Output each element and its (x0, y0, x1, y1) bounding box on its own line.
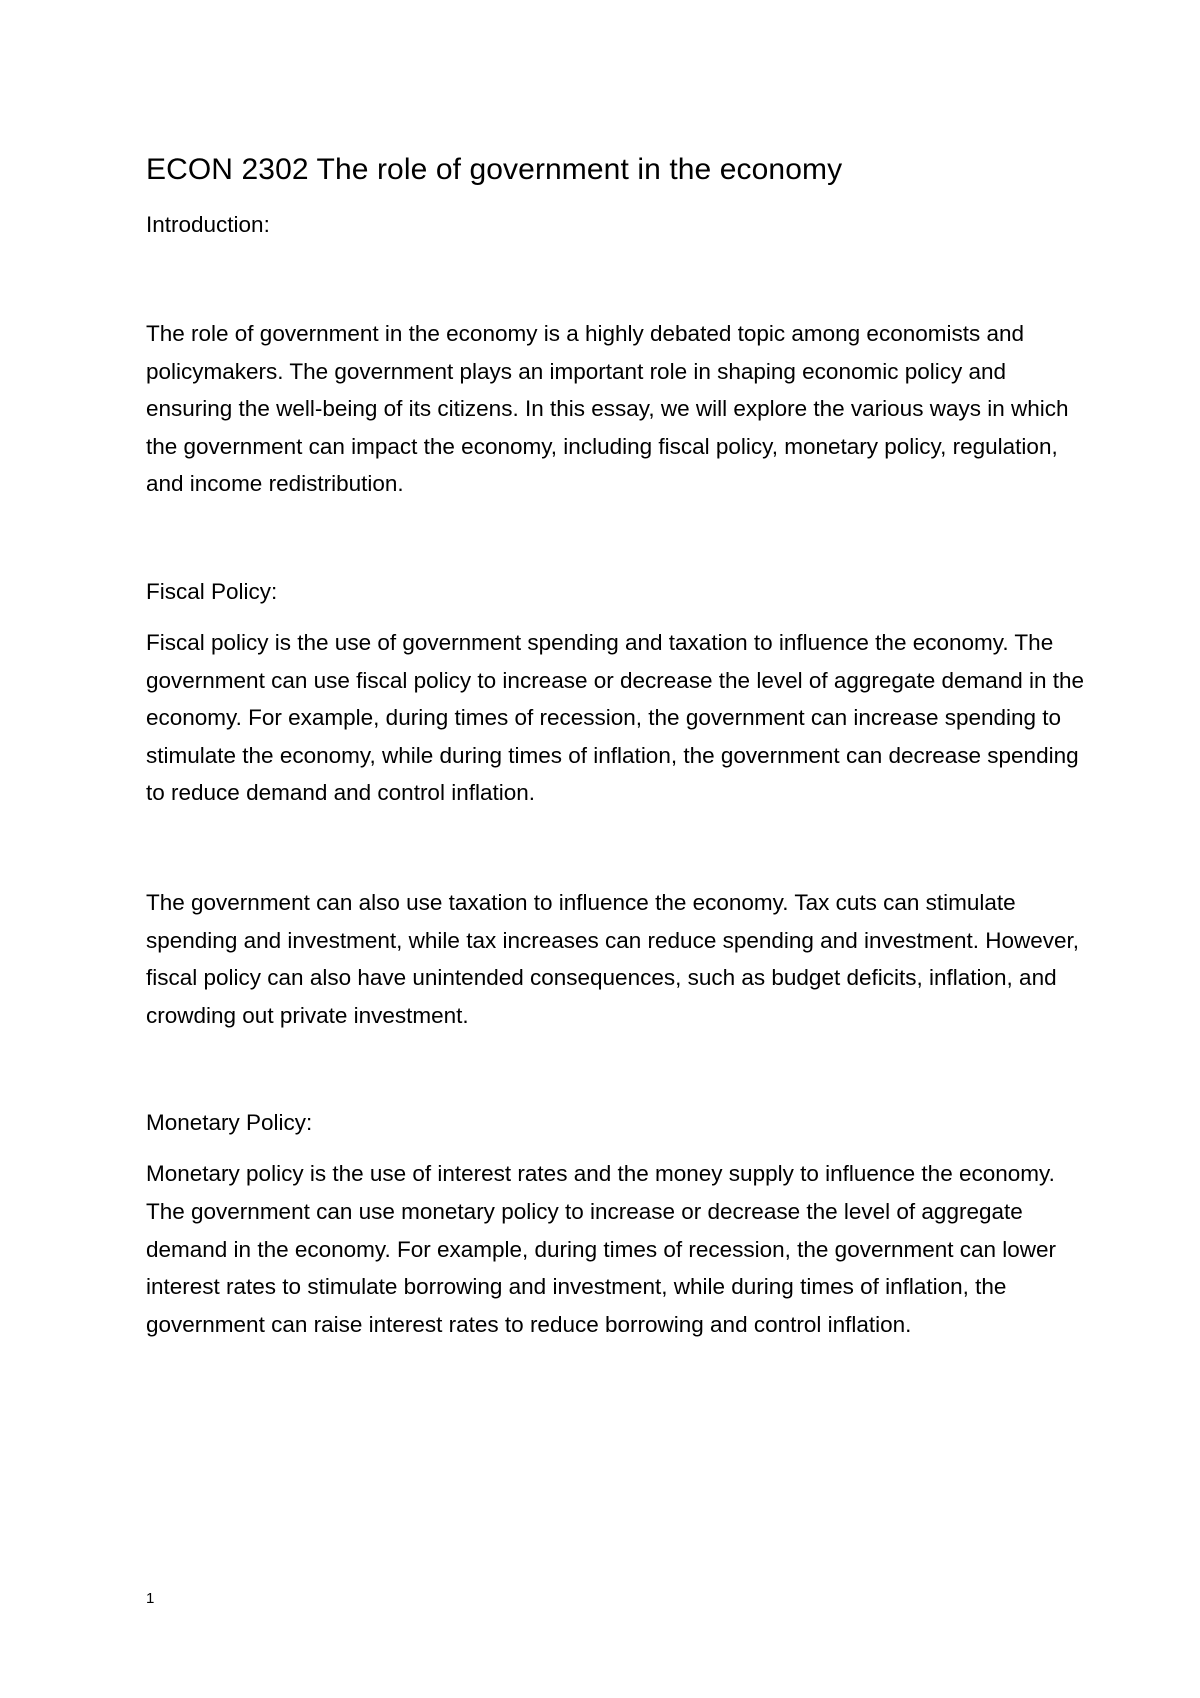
introduction-paragraph: The role of government in the economy is a highly debated topic among economists and policymakers. The government plays an important role in shaping economic policy and ensuring the well-being of its citizens. In this essay, we will explore the various ways in which the government can impact the economy, including fiscal policy, monetary policy, regulation, and income redistribution. (146, 321, 1069, 497)
paragraph-spacer (146, 812, 1086, 884)
fiscal-policy-paragraph-2: The government can also use taxation to influence the economy. Tax cuts can stimulate spending and investment, while tax increases can reduce spending and investment. However, fiscal policy can also have unintended consequences, such as budget deficits, inflation, and crowding out private investment. (146, 889, 1080, 1028)
monetary-policy-heading: Monetary Policy: (146, 1110, 313, 1136)
document-title: ECON 2302 The role of government in the economy (146, 153, 843, 186)
monetary-policy-paragraph: Monetary policy is the use of interest rates and the money supply to influence the economy. The government can use monetary policy to increase or decrease the level of aggregate demand in the economy. For example, during times of recession, the government can lower interest rates to stimulate borrowing and investment, while during times of inflation, the government can raise interest rates to reduce borrowing and control inflation. (146, 1161, 1057, 1337)
document-body (146, 150, 1086, 1343)
fiscal-policy-paragraph-1: Fiscal policy is the use of government spending and taxation to influence the economy. The government can use fiscal policy to increase or decrease the level of aggregate demand in the economy. For example, during times of recession, the government can increase spending to stimulate the economy, while during times of inflation, the government can decrease spending to reduce demand and control inflation. (146, 629, 1085, 806)
page-number: 1 (146, 1590, 155, 1607)
section-spacer (146, 503, 1086, 573)
fiscal-policy-heading: Fiscal Policy: (146, 578, 278, 604)
section-spacer (146, 1034, 1086, 1104)
introduction-heading: Introduction: (146, 212, 270, 237)
